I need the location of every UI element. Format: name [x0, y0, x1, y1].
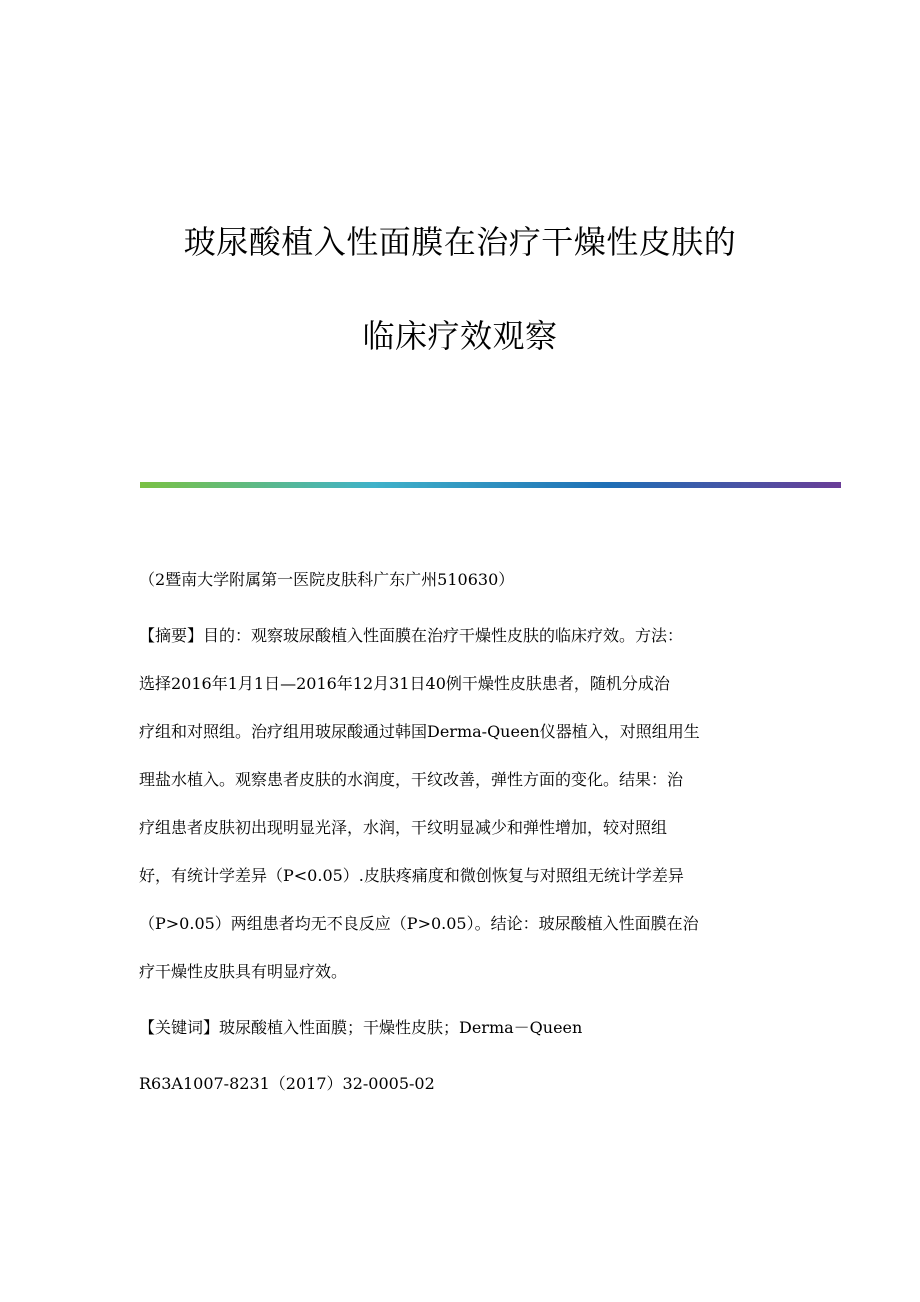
- abstract-line: 好，有统计学差异（P<0.05）.皮肤疼痛度和微创恢复与对照组无统计学差异: [139, 866, 684, 885]
- title-line-2: 临床疗效观察: [362, 317, 558, 355]
- title-line-1: 玻尿酸植入性面膜在治疗干燥性皮肤的: [183, 223, 737, 261]
- abstract-line: （P>0.05）两组患者均无不良反应（P>0.05）。结论：玻尿酸植入性面膜在治: [139, 914, 699, 933]
- abstract-line: 理盐水植入。观察患者皮肤的水润度，干纹改善，弹性方面的变化。结果：治: [139, 770, 684, 789]
- abstract-line: 疗组和对照组。治疗组用玻尿酸通过韩国Derma-Queen仪器植入，对照组用生: [139, 722, 700, 741]
- keywords: 【关键词】玻尿酸植入性面膜；干燥性皮肤；Derma－Queen: [139, 1018, 583, 1037]
- gradient-divider: [140, 482, 841, 488]
- classification-code: R63A1007-8231（2017）32-0005-02: [139, 1074, 435, 1093]
- abstract-line: 疗干燥性皮肤具有明显疗效。: [139, 962, 348, 981]
- abstract-line: 疗组患者皮肤初出现明显光泽，水润，干纹明显减少和弹性增加，较对照组: [139, 818, 668, 837]
- abstract-line: 选择2016年1月1日—2016年12月31日40例干燥性皮肤患者，随机分成治: [139, 674, 670, 693]
- author-affiliation: （2暨南大学附属第一医院皮肤科广东广州510630）: [139, 570, 515, 589]
- abstract-line: 【摘要】目的：观察玻尿酸植入性面膜在治疗干燥性皮肤的临床疗效。方法：: [139, 626, 684, 645]
